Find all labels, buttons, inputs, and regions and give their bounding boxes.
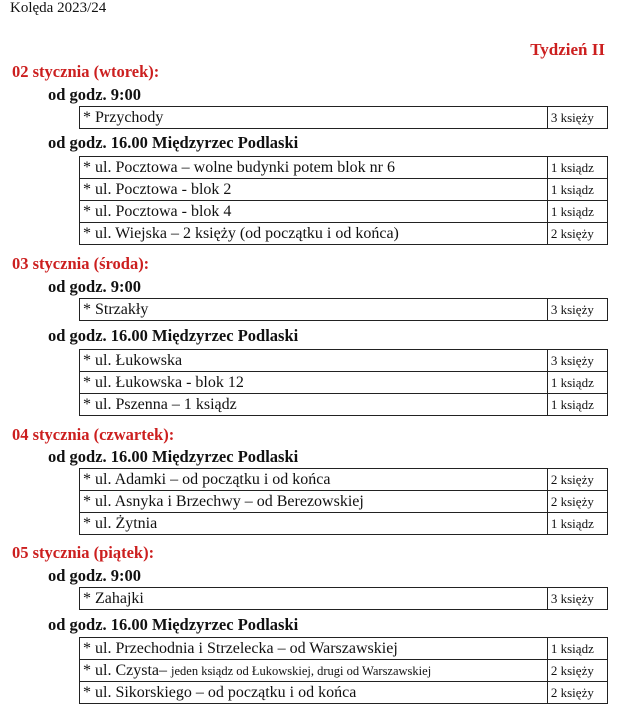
place-cell: * ul. Przechodnia i Strzelecka – od Warszawskiej [80, 638, 548, 660]
table-row [80, 107, 608, 129]
slot-label: od godz. 16.00 Międzyrzec Podlaski [48, 447, 299, 466]
table-row [80, 660, 608, 682]
priest-count-cell: 1 ksiądz [547, 638, 607, 660]
slot-label: od godz. 9:00 [48, 277, 142, 296]
slot-label: od godz. 9:00 [48, 85, 142, 104]
priest-count-cell: 1 ksiądz [547, 157, 607, 179]
place-cell: * ul. Żytnia [80, 513, 548, 535]
table-row [80, 372, 608, 394]
priest-count-cell: 1 ksiądz [547, 179, 607, 201]
schedule-table [79, 298, 608, 321]
schedule-table [79, 637, 608, 704]
schedule-table [79, 587, 608, 610]
day-heading: 03 stycznia (środa): [12, 254, 150, 273]
table-row [80, 491, 608, 513]
week-label: Tydzień II [530, 40, 605, 59]
place-text: * ul. Czysta– [83, 661, 167, 679]
table-row [80, 394, 608, 416]
priest-count-cell: 2 księży [547, 223, 607, 245]
day-heading: 04 stycznia (czwartek): [12, 425, 175, 444]
table-row [80, 201, 608, 223]
place-cell: * ul. Pocztowa - blok 4 [80, 201, 548, 223]
table-row [80, 350, 608, 372]
place-cell: * ul. Adamki – od początku i od końca [80, 469, 548, 491]
schedule-table [79, 156, 608, 245]
place-cell: * ul. Łukowska - blok 12 [80, 372, 548, 394]
day-heading: 02 stycznia (wtorek): [12, 62, 160, 81]
schedule-table [79, 349, 608, 416]
priest-count-cell: 2 księży [547, 660, 607, 682]
priest-count-cell: 3 księży [547, 350, 607, 372]
place-cell: * ul. Pocztowa – wolne budynki potem blok nr 6 [80, 157, 548, 179]
priest-count-cell: 3 księży [547, 107, 607, 129]
table-row [80, 638, 608, 660]
slot-label: od godz. 16.00 Międzyrzec Podlaski [48, 326, 299, 345]
place-cell: * ul. Wiejska – 2 księży (od początku i od końca) [80, 223, 548, 245]
priest-count-cell: 1 ksiądz [547, 513, 607, 535]
place-cell [80, 660, 548, 682]
priest-count-cell: 1 ksiądz [547, 201, 607, 223]
slot-label: od godz. 9:00 [48, 566, 142, 585]
place-cell: * Strzakły [80, 299, 548, 321]
table-row [80, 157, 608, 179]
table-row [80, 682, 608, 704]
priest-count-cell: 3 księży [547, 299, 607, 321]
table-row [80, 469, 608, 491]
priest-count-cell: 3 księży [547, 588, 607, 610]
slot-label: od godz. 16.00 Międzyrzec Podlaski [48, 133, 299, 152]
schedule-table [79, 106, 608, 129]
priest-count-cell: 1 ksiądz [547, 394, 607, 416]
table-row [80, 179, 608, 201]
place-cell: * ul. Pocztowa - blok 2 [80, 179, 548, 201]
table-row [80, 299, 608, 321]
day-heading: 05 stycznia (piątek): [12, 543, 155, 562]
place-cell: * ul. Asnyka i Brzechwy – od Berezowskiej [80, 491, 548, 513]
priest-count-cell: 1 ksiądz [547, 372, 607, 394]
table-row [80, 223, 608, 245]
priest-count-cell: 2 księży [547, 682, 607, 704]
priest-count-cell: 2 księży [547, 469, 607, 491]
document-title: Kolęda 2023/24 [10, 0, 107, 16]
place-cell: * Przychody [80, 107, 548, 129]
priest-count-cell: 2 księży [547, 491, 607, 513]
place-cell: * Zahajki [80, 588, 548, 610]
table-row [80, 513, 608, 535]
place-cell: * ul. Sikorskiego – od początku i od końca [80, 682, 548, 704]
schedule-table [79, 468, 608, 535]
table-row [80, 588, 608, 610]
place-note: jeden ksiądz od Łukowskiej, drugi od Warszawskiej [171, 663, 432, 678]
place-cell: * ul. Łukowska [80, 350, 548, 372]
slot-label: od godz. 16.00 Międzyrzec Podlaski [48, 615, 299, 634]
place-cell: * ul. Pszenna – 1 ksiądz [80, 394, 548, 416]
